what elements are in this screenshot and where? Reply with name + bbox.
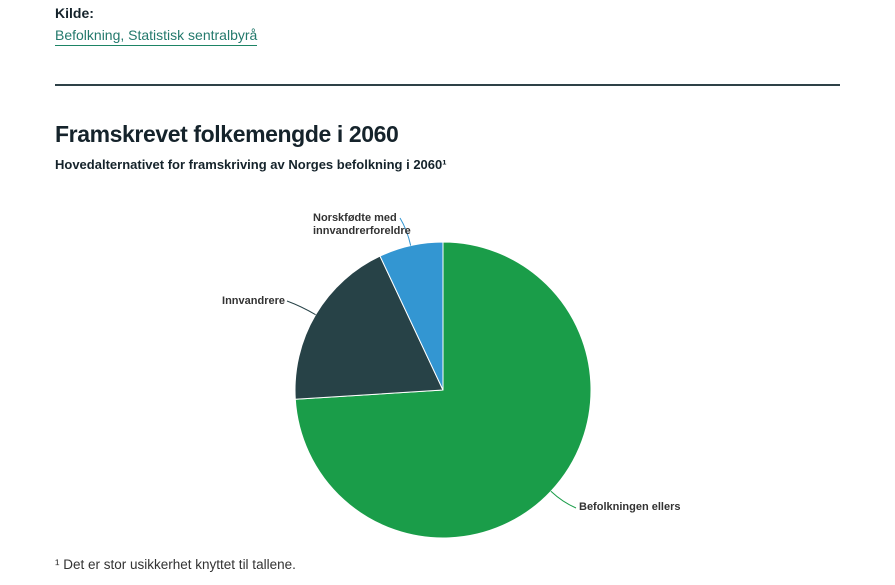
source-label: Kilde: (55, 5, 94, 21)
slice-label-innvandrere: Innvandrere (222, 295, 285, 307)
footnote: ¹ Det er stor usikkerhet knyttet til tallene. (55, 557, 296, 572)
slice-label-norskfodte-med-innvandrerforeldre: Norskfødte med innvandrerforeldre (313, 212, 411, 237)
label-connector-1 (287, 301, 316, 315)
chart-title: Framskrevet folkemengde i 2060 (55, 121, 399, 147)
source-link[interactable]: Befolkning, Statistisk sentralbyrå (55, 27, 257, 46)
slice-label-befolkningen-ellers: Befolkningen ellers (579, 501, 681, 513)
chart-subtitle: Hovedalternativet for framskriving av Norges befolkning i 2060¹ (55, 157, 447, 172)
label-connector-0 (551, 491, 576, 508)
